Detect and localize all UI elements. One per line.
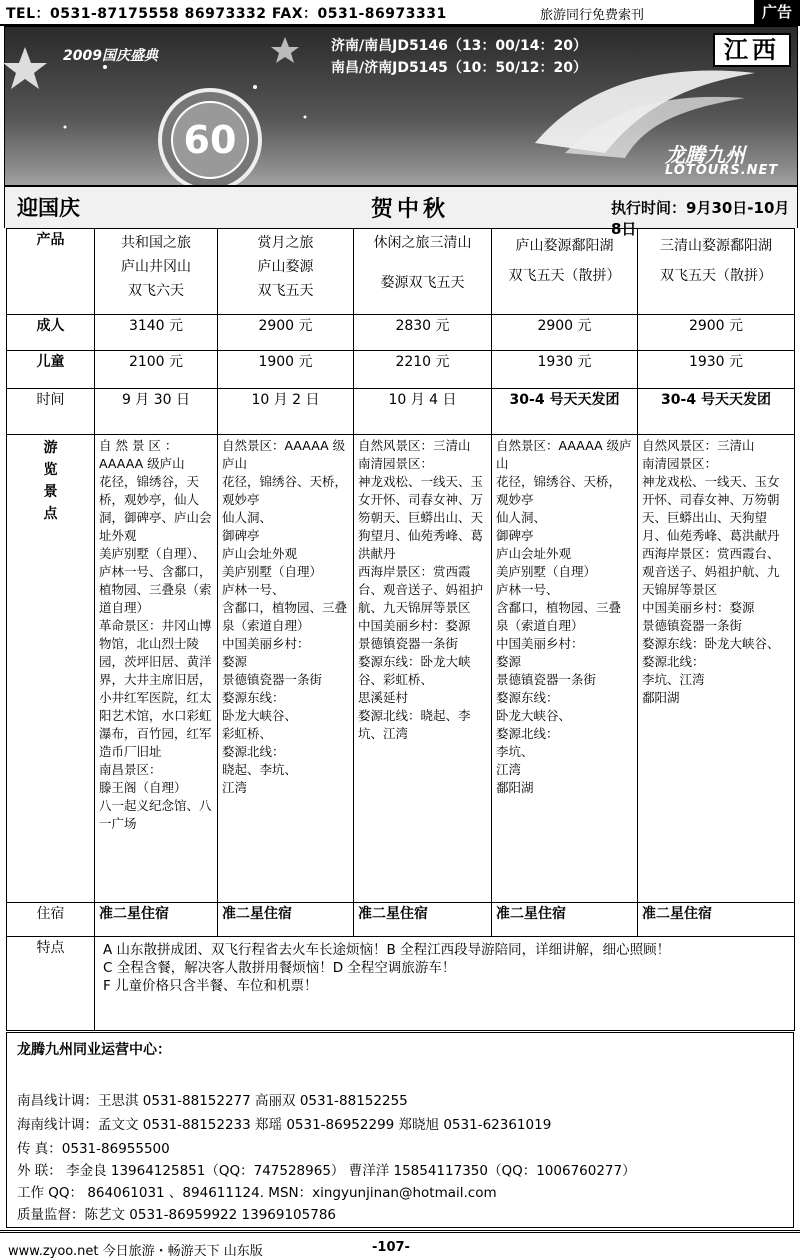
lodging-value: 准二星住宿 bbox=[95, 903, 218, 937]
adult-price-row bbox=[7, 315, 795, 351]
label-lodging: 住宿 bbox=[7, 903, 95, 937]
label-product: 产品 bbox=[7, 229, 95, 315]
product-name-line: 双飞五天（散拼） bbox=[660, 268, 772, 284]
greeting-mid-autumn: 贺中秋 bbox=[371, 196, 450, 222]
ops-contact-row: 质量监督：陈艺文 0531-86959922 13969105786 bbox=[17, 1207, 337, 1223]
operations-center bbox=[6, 1032, 794, 1228]
execution-period: 执行时间：9月30日-10月8日 bbox=[611, 199, 790, 238]
departure-date: 9 月 30 日 bbox=[95, 389, 218, 435]
adult-price: 2830 元 bbox=[354, 315, 492, 351]
top-contact-bar bbox=[0, 0, 800, 26]
sights-cell: 自 然 景 区 ：AAAAA 级庐山 花径，锦绣谷，天桥，观妙亭，仙人洞，御碑亭、庐山会址外观 美庐别墅（自理）、庐林一号、含鄱口，植物园、三叠泉（索道自理） 革命景区：井冈山博物馆，北山烈士陵园，茨坪旧居、黄洋界，大井主席旧居，小井红军医院，红太阳艺术馆，水口彩虹瀑布，百竹园，红军造币厂旧址 南昌景区： 滕王阁（自理） 八一起义纪念馆、八一广场 bbox=[95, 435, 218, 903]
ops-title: 龙腾九州同业运营中心： bbox=[17, 1042, 171, 1058]
features-row bbox=[7, 937, 795, 1031]
page-footer bbox=[0, 1230, 800, 1260]
product-name-spacer bbox=[358, 255, 487, 271]
sights-label-text: 游览景点 bbox=[43, 440, 58, 522]
departure-date: 10 月 4 日 bbox=[354, 389, 492, 435]
sights-cell: 自然风景区：三清山 南清园景区： 神龙戏松、一线天、玉女开怀、司春女神、万笏朝天、巨蟒出山、天狗望月、仙苑秀峰、葛洪献丹 西海岸景区：赏西霞台、观音送子、妈祖护航、九天锦屏等景区 中国美丽乡村：婺源 景德镇瓷器一条街 婺源东线：卧龙大峡谷、 婺源北线： 李坑、江湾 鄱阳湖 bbox=[638, 435, 795, 903]
lodging-value: 准二星住宿 bbox=[354, 903, 492, 937]
date-row bbox=[7, 389, 795, 435]
footer-site: www.zyoo.net 今日旅游・畅游天下 山东版 bbox=[8, 1244, 263, 1259]
product-name-line: 休闲之旅三清山 bbox=[373, 235, 472, 251]
flight-return: 南昌/济南JD5145（10：50/12：20） bbox=[331, 60, 587, 76]
child-price: 1930 元 bbox=[492, 351, 638, 389]
label-child: 儿童 bbox=[7, 351, 95, 389]
sights-cell: 自然风景区：三清山 南清园景区： 神龙戏松、一线天、玉女开怀、司春女神、万笏朝天、巨蟒出山、天狗望月、仙苑秀峰、葛洪献丹 西海岸景区：赏西霞台、观音送子、妈祖护航、九天锦屏等景区 中国美丽乡村：婺源 景德镇瓷器一条街 婺源东线：卧龙大峡谷、彩虹桥、 思溪延村 婺源北线：晓起、李坑、江湾 bbox=[354, 435, 492, 903]
ops-contact-row: 外 联： 李金良 13964125851（QQ：747528965） 曹洋洋 15854117350（QQ：1006760277） bbox=[17, 1163, 636, 1179]
feature-line: F 儿童价格只含半餐、车位和机票！ bbox=[103, 978, 318, 994]
feature-line: C 全程含餐，解决客人散拼用餐烦恼！D 全程空调旅游车！ bbox=[103, 960, 456, 976]
greeting-national-day: 迎国庆 bbox=[17, 195, 80, 220]
ops-contact-row: 工作 QQ： 864061031 、894611124. MSN：xingyunjinan@hotmail.com bbox=[17, 1185, 497, 1201]
sights-cell: 自然景区：AAAAA 级庐山 花径，锦绣谷、天桥，观妙亭 仙人洞、 御碑亭 庐山会址外观 美庐别墅（自理） 庐林一号、 含鄱口，植物园、三叠泉（索道自理） 中国美丽乡村： 婺源 景德镇瓷器一条街 婺源东线： 卧龙大峡谷、 彩虹桥、 婺源北线： 晓起、李坑、 江湾 bbox=[218, 435, 354, 903]
product-name-line: 婺源双飞五天 bbox=[380, 275, 465, 291]
adult-price: 3140 元 bbox=[95, 315, 218, 351]
brand-website: LOTOURS.NET bbox=[665, 163, 779, 178]
page-number: -107- bbox=[372, 1240, 410, 1255]
product-cell-2 bbox=[218, 229, 354, 315]
free-catalog-slogan: 旅游同行免费索刊 bbox=[540, 8, 645, 23]
product-cell-3 bbox=[354, 229, 492, 315]
product-name-line: 庐山婺源鄱阳湖 bbox=[515, 238, 614, 254]
child-price: 1930 元 bbox=[638, 351, 795, 389]
adult-price: 2900 元 bbox=[638, 315, 795, 351]
departure-date: 30-4 号天天发团 bbox=[492, 389, 638, 435]
departure-date: 10 月 2 日 bbox=[218, 389, 354, 435]
product-name-line: 双飞六天 bbox=[128, 283, 184, 299]
contact-numbers: TEL：0531-87175558 86973332 FAX：0531-86973331 bbox=[6, 6, 447, 22]
emblem-number: 60 bbox=[183, 118, 237, 162]
product-row bbox=[7, 229, 795, 315]
product-name-line: 庐山井冈山 bbox=[121, 259, 191, 275]
label-features: 特点 bbox=[7, 937, 95, 1031]
adult-price: 2900 元 bbox=[218, 315, 354, 351]
product-cell-1 bbox=[95, 229, 218, 315]
lodging-value: 准二星住宿 bbox=[218, 903, 354, 937]
lodging-value: 准二星住宿 bbox=[492, 903, 638, 937]
child-price: 2210 元 bbox=[354, 351, 492, 389]
product-cell-4 bbox=[492, 229, 638, 315]
brand-name: 龙腾九州 bbox=[665, 143, 745, 167]
sights-row bbox=[7, 435, 795, 903]
product-name-line: 庐山婺源 bbox=[257, 259, 314, 275]
flight-outbound: 济南/南昌JD5146（13：00/14：20） bbox=[331, 38, 587, 54]
product-name-line: 双飞五天 bbox=[257, 283, 314, 299]
features-cell bbox=[95, 937, 795, 1031]
ad-tag: 广告 bbox=[754, 0, 800, 24]
child-price: 2100 元 bbox=[95, 351, 218, 389]
product-name-line: 三清山婺源鄱阳湖 bbox=[660, 238, 772, 254]
departure-date: 30-4 号天天发团 bbox=[638, 389, 795, 435]
adult-price: 2900 元 bbox=[492, 315, 638, 351]
product-name-line: 赏月之旅 bbox=[257, 235, 314, 251]
label-time: 时间 bbox=[7, 389, 95, 435]
child-price-row bbox=[7, 351, 795, 389]
lodging-value: 准二星住宿 bbox=[638, 903, 795, 937]
lodging-row bbox=[7, 903, 795, 937]
product-cell-5 bbox=[638, 229, 795, 315]
anniversary-emblem-icon bbox=[155, 85, 265, 195]
region-label: 江西 bbox=[713, 33, 791, 67]
event-title: 2009国庆盛典 bbox=[63, 48, 158, 64]
label-adult: 成人 bbox=[7, 315, 95, 351]
ops-contact-row: 传 真：0531-86955500 bbox=[17, 1141, 170, 1157]
ops-contact-row: 南昌线计调：王思淇 0531-88152277 高丽双 0531-88152255 bbox=[17, 1093, 408, 1109]
sights-cell: 自然景区：AAAAA 级庐山 花径，锦绣谷、天桥，观妙亭 仙人洞、 御碑亭 庐山会址外观 美庐别墅（自理） 庐林一号、 含鄱口，植物园、三叠泉（索道自理） 中国美丽乡村： 婺源 景德镇瓷器一条街 婺源东线： 卧龙大峡谷、 婺源北线： 李坑、 江湾 鄱阳湖 bbox=[492, 435, 638, 903]
product-name-line: 双飞五天（散拼） bbox=[508, 268, 621, 284]
feature-line: A 山东散拼成团、双飞行程省去火车长途烦恼！B 全程江西段导游陪同，详细讲解，细心照顾！ bbox=[103, 942, 671, 958]
tour-table bbox=[6, 228, 795, 1031]
product-name-line: 共和国之旅 bbox=[121, 235, 191, 251]
label-sights bbox=[7, 435, 95, 903]
child-price: 1900 元 bbox=[218, 351, 354, 389]
promo-banner bbox=[4, 26, 798, 238]
ops-contact-row: 海南线计调：孟文文 0531-88152233 郑瑶 0531-86952299 郑晓旭 0531-62361019 bbox=[17, 1117, 552, 1133]
